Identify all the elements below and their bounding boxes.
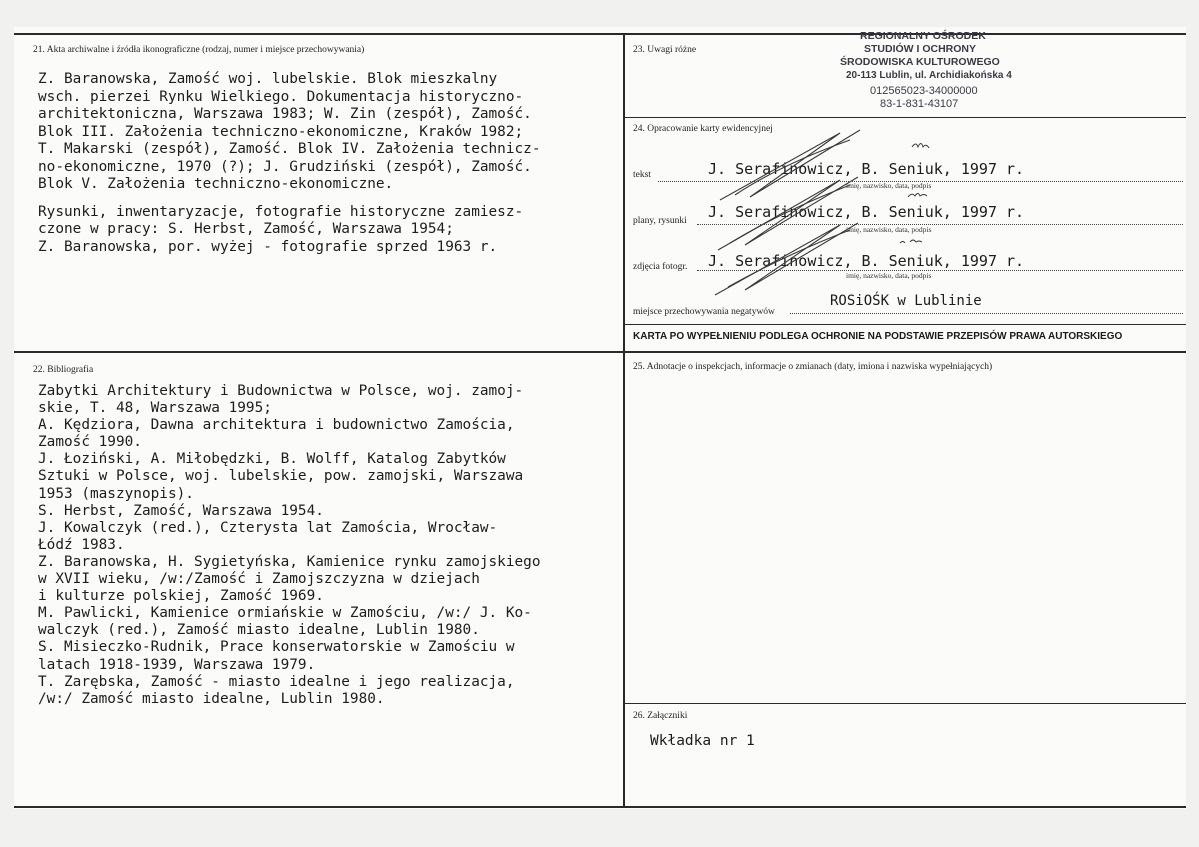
bibliography-line: T. Zarębska, Zamość - miasto idealne i jego realizacja, [38,673,515,690]
notice-divider [624,324,1186,325]
archives-line: wsch. pierzei Rynku Wielkiego. Dokumentacja historyczno- [38,88,524,105]
stamp-line: REGIONALNY OŚRODEK [860,30,986,42]
drawings-line: Rysunki, inwentaryzacje, fotografie historyczne zamiesz- [38,203,524,220]
bibliography-line: latach 1918-1939, Warszawa 1979. [38,656,316,673]
bibliography-text [38,383,541,708]
bibliography-line: walczyk (red.), Zamość miasto idealne, Lublin 1980. [38,622,480,639]
stamp-line: STUDIÓW I OCHRONY [864,43,976,55]
bibliography-line: skie, T. 48, Warszawa 1995; [38,400,272,417]
stamp-line: ŚRODOWISKA KULTUROWEGO [840,56,1000,68]
bibliography-line: i kulturze polskiej, Zamość 1969. [38,588,324,605]
section22-label: 22. Bibliografia [33,365,94,375]
archives-line: Z. Baranowska, Zamość woj. lubelskie. Blok mieszkalny [38,71,498,87]
bibliography-line: /w:/ Zamość miasto idealne, Lublin 1980. [38,690,385,707]
archives-line: architektoniczna, Warszawa 1983; W. Zin (zespół), Zamość. [38,106,532,122]
section25-label: 25. Adnotacje o inspekcjach, informacje o zmianach (daty, imiona i nazwiska wypełniających) [633,362,993,372]
section26-divider [624,703,1186,704]
archives-line: no-ekonomiczne, 1970 (?); J. Grudziński (zespół), Zamość. [38,158,532,175]
bibliography-line: Zamość 1990. [38,434,142,451]
archives-line: Blok V. Założenia techniczno-ekonomiczne. [38,176,394,192]
archives-line: Blok III. Założenia techniczno-ekonomiczne, Kraków 1982; [38,123,524,140]
text-row-label: tekst [633,170,651,180]
negatives-label: miejsce przechowywania negatywów [633,307,775,317]
bibliography-line: 1953 (maszynopis). [38,485,194,502]
section23-divider [624,117,1186,118]
stamp-line: 83-1-831-43107 [880,98,959,110]
institution-stamp [830,30,1060,112]
negatives-value: ROSiOŚK w Lublinie [830,293,982,309]
stamp-line: 012565023-34000000 [870,85,978,97]
stamp-line: 20-113 Lublin, ul. Archidiakońska 4 [846,70,1012,81]
copyright-notice: KARTA PO WYPEŁNIENIU PODLEGA OCHRONIE NA PODSTAWIE PRZEPISÓW PRAWA AUTORSKIEGO [633,331,1123,342]
bibliography-line: J. Łoziński, A. Miłobędzki, B. Wolff, Katalog Zabytków [38,451,506,468]
column-divider [623,33,625,808]
photos-row-value: J. Serafinowicz, B. Seniuk, 1997 r. [708,252,1025,270]
attachments-value: Wkładka nr 1 [650,733,755,749]
bibliography-line: A. Kędziora, Dawna architektura i budownictwo Zamościa, [38,417,515,434]
plans-row-caption: imię, nazwisko, data, podpis [846,225,932,234]
photos-row-caption: imię, nazwisko, data, podpis [846,271,932,280]
photos-row-label: zdjęcia fotogr. [633,262,688,272]
signature-scribble [690,125,890,300]
archives-text [38,71,541,256]
section21-label: 21. Akta archiwalne i źródła ikonograficzne (rodzaj, numer i miejsce przechowywania) [33,45,365,55]
drawings-line: czone w pracy: S. Herbst, Zamość, Warszawa 1954; [38,221,454,237]
bottom-border [14,806,1186,808]
text-row-caption: imię, nazwisko, data, podpis [846,181,932,190]
bibliography-line: S. Misieczko-Rudnik, Prace konserwatorskie w Zamościu w [38,639,515,656]
bibliography-line: S. Herbst, Zamość, Warszawa 1954. [38,502,324,519]
text-row-value: J. Serafinowicz, B. Seniuk, 1997 r. [708,160,1025,178]
bibliography-line: Łódź 1983. [38,536,125,553]
bibliography-line: M. Pawlicki, Kamienice ormiańskie w Zamościu, /w:/ J. Ko- [38,605,532,622]
bibliography-line: Z. Baranowska, H. Sygietyńska, Kamienice rynku zamojskiego [38,553,541,570]
negatives-dots [790,313,1183,314]
middle-divider [14,351,1186,353]
bibliography-line: J. Kowalczyk (red.), Czterysta lat Zamościa, Wrocław- [38,519,498,536]
plans-row-label: plany, rysunki [633,216,687,226]
section23-label: 23. Uwagi różne [633,45,697,55]
bibliography-line: Zabytki Architektury i Budownictwa w Polsce, woj. zamoj- [38,383,524,399]
section26-label: 26. Załączniki [633,711,688,721]
bibliography-line: w XVII wieku, /w:/Zamość i Zamojszczyzna w dziejach [38,571,480,588]
plans-row-value: J. Serafinowicz, B. Seniuk, 1997 r. [708,203,1025,221]
bibliography-line: Sztuki w Polsce, woj. lubelskie, pow. zamojski, Warszawa [38,468,524,485]
drawings-line: Z. Baranowska, por. wyżej - fotografie sprzed 1963 r. [38,238,498,255]
section24-label: 24. Opracowanie karty ewidencyjnej [633,124,773,134]
archives-line: T. Makarski (zespół), Zamość. Blok IV. Założenia technicz- [38,141,541,157]
